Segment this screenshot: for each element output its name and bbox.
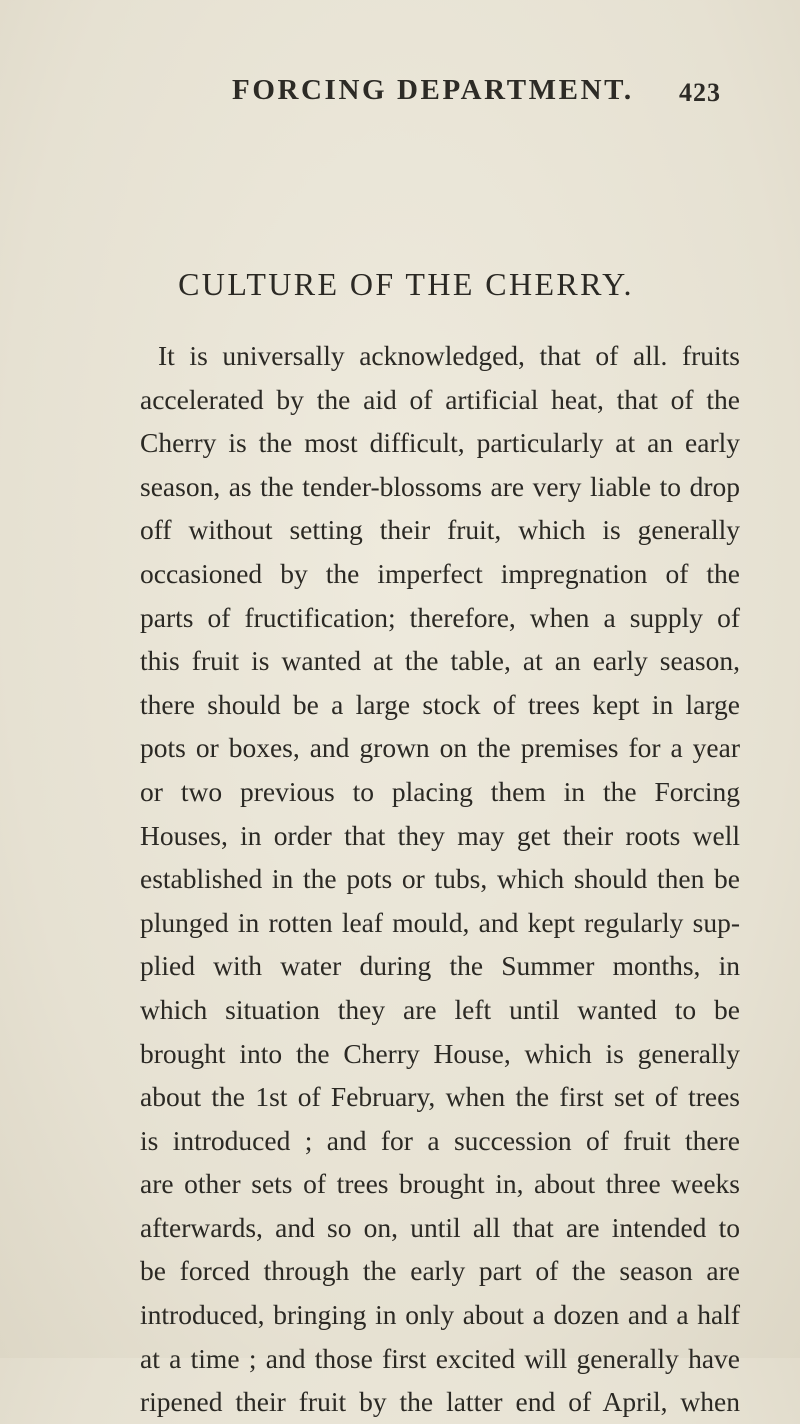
text-line: there should be a large stock of trees kept in large [140,688,740,720]
text-line: ripened their fruit by the latter end of April, when [140,1386,740,1418]
text-line: plunged in rotten leaf mould, and kept regularly sup- [140,906,740,938]
text-line: It is universally acknowledged, that of all. fruits [158,340,740,371]
text-line: Houses, in order that they may get their roots well [140,819,740,851]
text-line: introduced, bringing in only about a dozen and a half [140,1299,740,1331]
text-line: this fruit is wanted at the table, at an early season, [140,645,740,677]
text-line: about the 1st of February, when the first set of trees [140,1081,740,1113]
text-line: parts of fructification; therefore, when a supply of [140,601,740,633]
text-line: season, as the tender-blossoms are very liable to drop [140,470,740,502]
text-line: are other sets of trees brought in, about three weeks [140,1168,740,1200]
text-line: or two previous to placing them in the Forcing [140,775,740,807]
text-line: pots or boxes, and grown on the premises for a year [140,732,740,764]
running-title: FORCING DEPARTMENT. [232,74,634,106]
text-line: off without setting their fruit, which is generally [140,514,740,546]
text-line: at a time ; and those first excited will generally have [140,1342,740,1374]
text-line: accelerated by the aid of artificial heat, that of the [140,383,740,415]
text-line: Cherry is the most difficult, particularly at an early [140,427,740,459]
chapter-title: CULTURE OF THE CHERRY. [178,266,634,302]
text-line: afterwards, and so on, until all that are intended to [140,1211,740,1243]
text-line: established in the pots or tubs, which should then be [140,863,740,895]
page-number: 423 [679,78,721,107]
text-line: occasioned by the imperfect impregnation of the [140,557,740,589]
text-line: be forced through the early part of the season are [140,1255,740,1287]
text-line: which situation they are left until wanted to be [140,993,740,1025]
running-head [0,74,800,114]
text-line: is introduced ; and for a succession of fruit there [140,1124,740,1156]
body-paragraph [140,334,740,1424]
text-line: brought into the Cherry House, which is generally [140,1037,740,1069]
text-line: plied with water during the Summer months, in [140,950,740,982]
